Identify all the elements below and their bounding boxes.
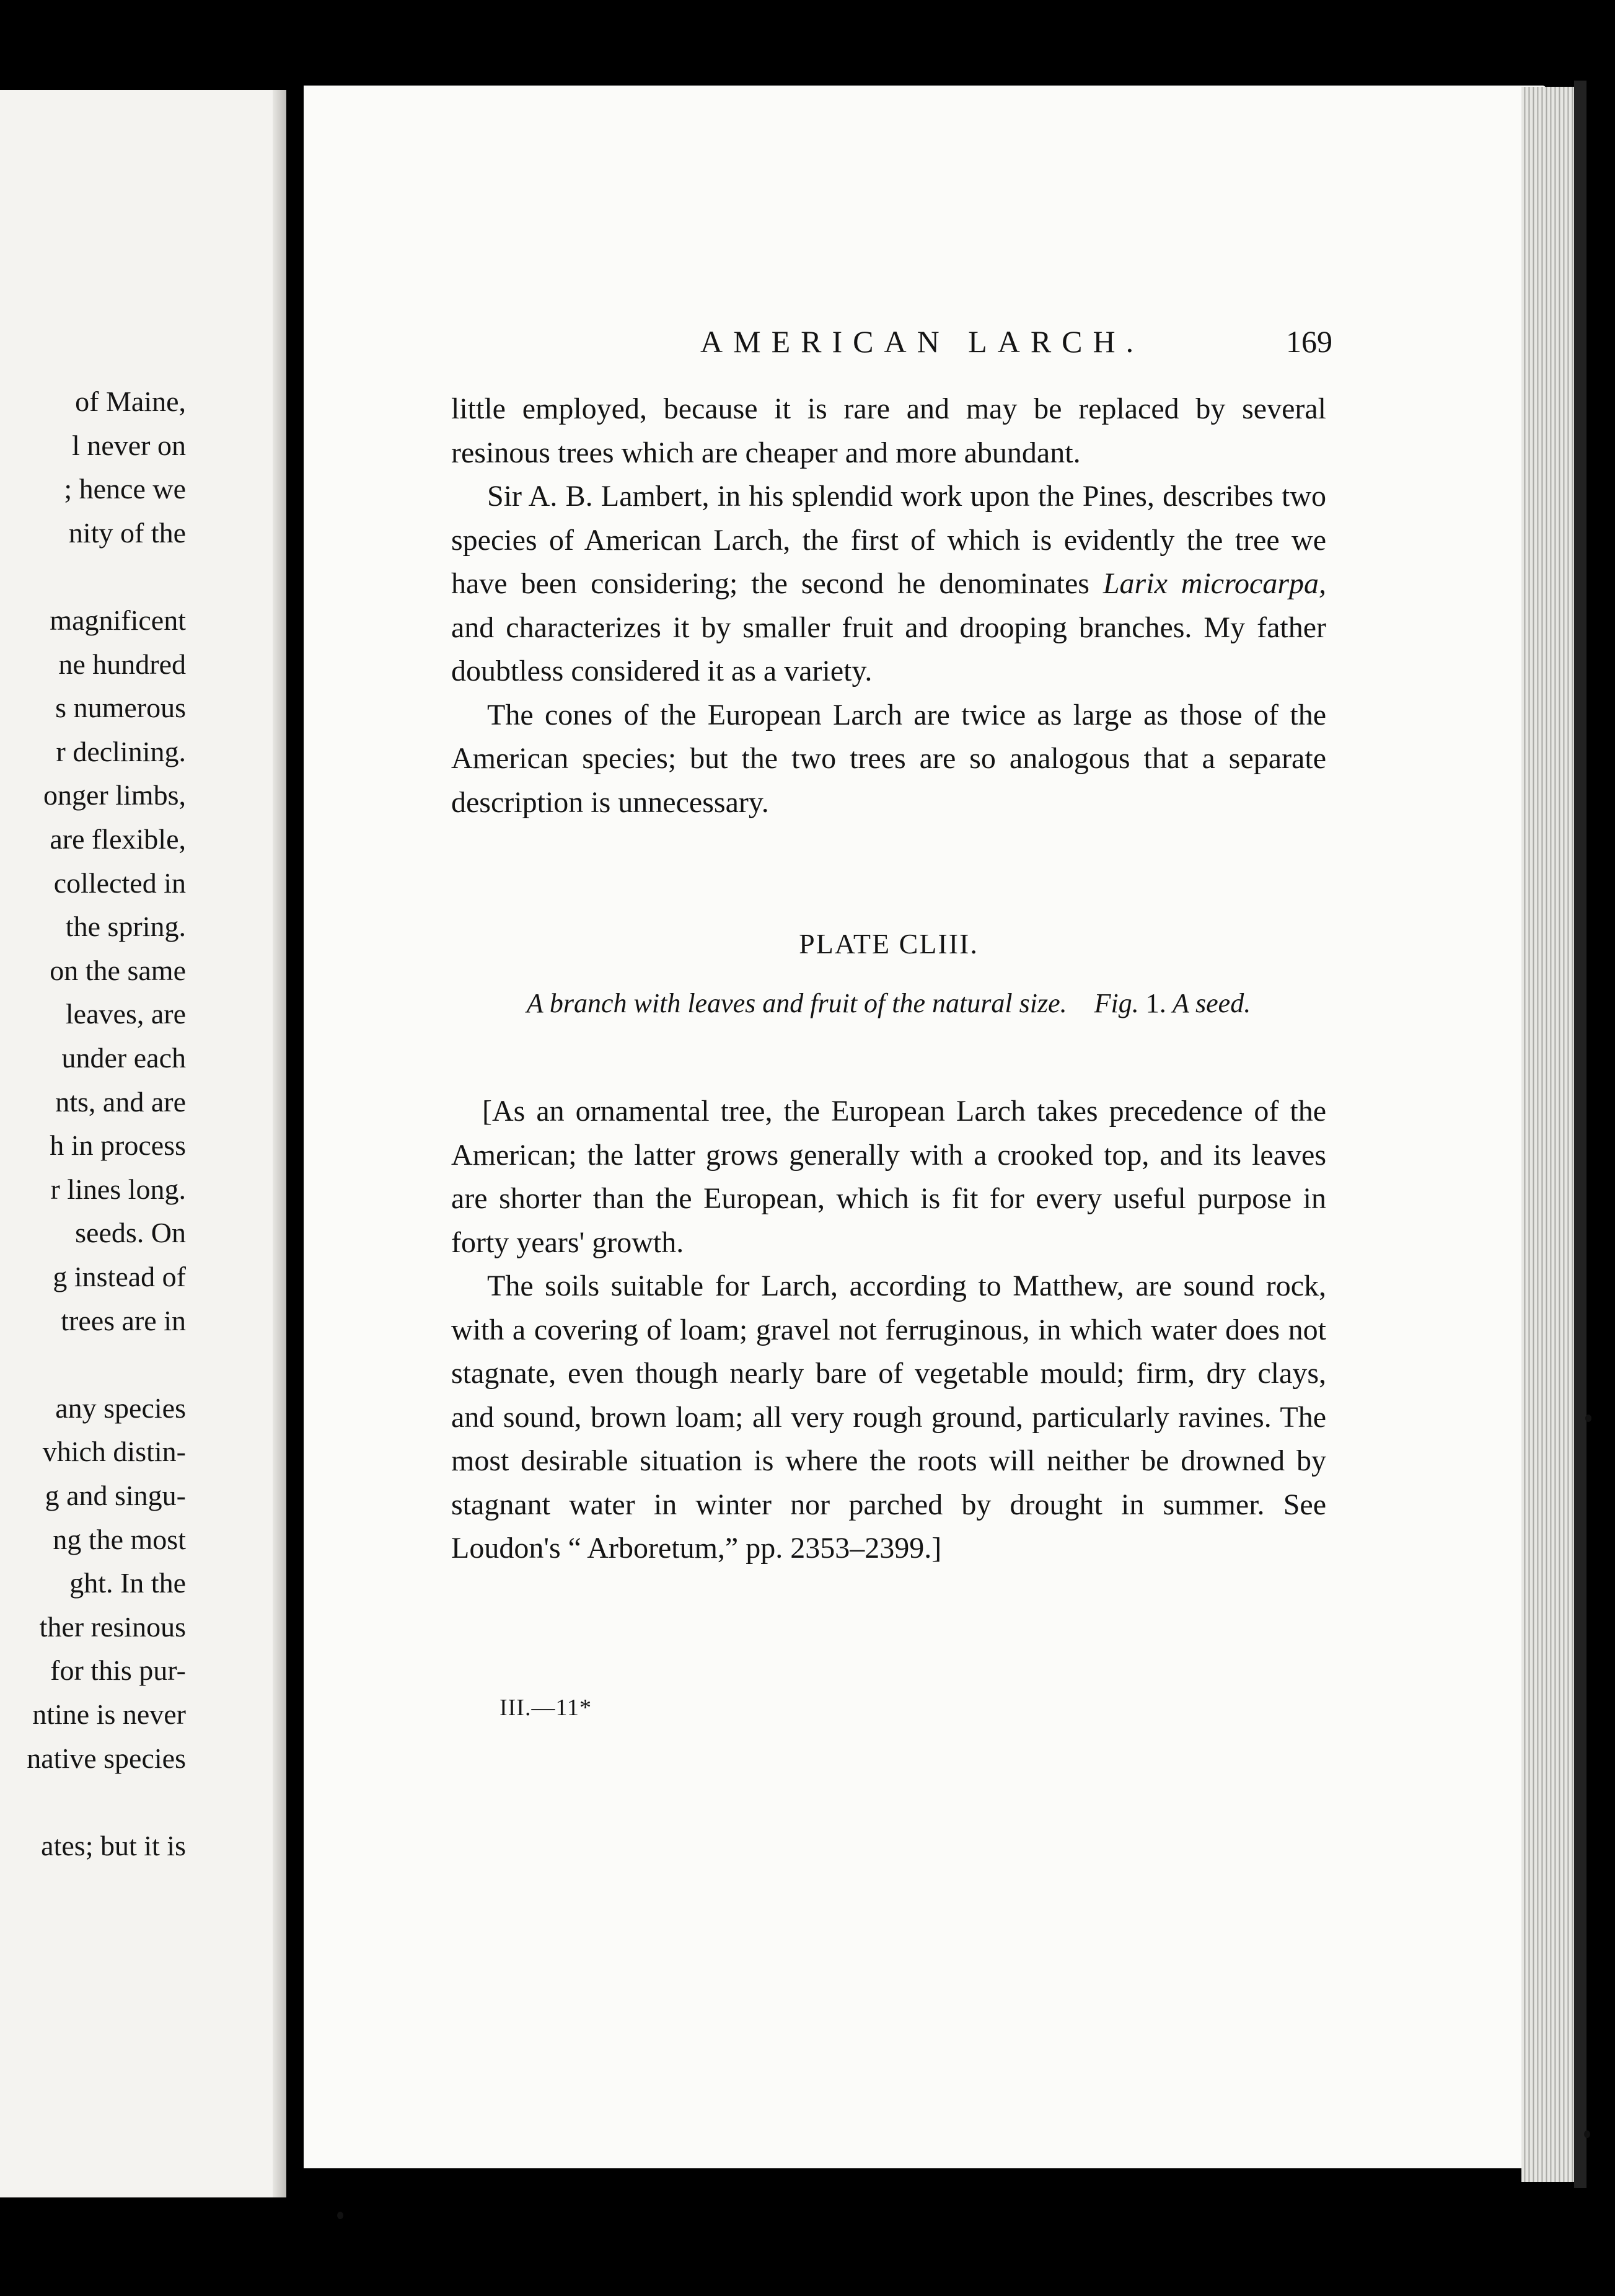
scan-speck (1584, 2130, 1590, 2138)
paragraph-cones: The cones of the European Larch are twice as large as those of the American species; but the two trees are so analogous that a separate description is unnecessary. (451, 698, 1326, 819)
left-page-line: r declining. (56, 735, 186, 767)
left-page-line: collected in (53, 867, 186, 899)
paragraph-text: and characterizes it by smaller fruit and drooping branches. My father doubtless considered it as a variety. (451, 611, 1326, 687)
figure-label: Fig. (1094, 988, 1139, 1018)
book-spine (286, 74, 304, 2219)
plate-caption (451, 987, 1326, 1019)
running-head-title: AMERICAN LARCH. (700, 324, 1145, 359)
left-page-line: h in process (50, 1129, 186, 1162)
left-page-line: native species (27, 1742, 186, 1774)
left-page-line: on the same (50, 954, 186, 986)
left-page-line: of Maine, (75, 386, 186, 417)
paragraph-continuation: little employed, because it is rare and may be replaced by several resinous trees which are cheaper and more abundant. (451, 392, 1326, 469)
left-page-line: ates; but it is (41, 1829, 186, 1861)
left-page-line: ther resinous (39, 1610, 186, 1643)
paragraph-text: Sir A. B. Lambert, in his splendid work upon the Pines, describes two species of American Larch, the first of which is evidently the tree we have been considering; the second he denominates (451, 480, 1326, 600)
species-name: Larix microcarpa, (1102, 567, 1326, 600)
left-page-line: seeds. On (75, 1217, 186, 1249)
left-page-line: magnificent (50, 604, 186, 636)
left-page-line: for this pur- (50, 1654, 186, 1687)
scan-speck (337, 2212, 343, 2219)
paragraph-lambert (451, 475, 1326, 694)
left-page-gutter (273, 90, 286, 2197)
left-page-line: g and singu- (45, 1480, 186, 1511)
main-text (451, 387, 1326, 824)
left-page-line: onger limbs, (43, 779, 186, 811)
left-page-line: s numerous (55, 692, 186, 724)
editor-notes (451, 1090, 1326, 1571)
signature-mark: III.—11* (499, 1695, 592, 1721)
left-page-line: ; hence we (64, 473, 186, 505)
figure-caption: A seed. (1172, 988, 1251, 1018)
plate-caption-text: A branch with leaves and fruit of the natural size. (526, 988, 1067, 1018)
page-edges (1521, 87, 1574, 2182)
note-ornamental: [As an ornamental tree, the European Larch takes precedence of the American; the latter grows generally with a crooked top, and its leaves are shorter than the European, which is fit for every useful purpose in forty years' growth. (451, 1095, 1326, 1259)
left-page-line: ght. In the (69, 1567, 186, 1599)
figure-number: 1. (1145, 988, 1166, 1018)
left-page-line: ng the most (53, 1523, 186, 1555)
left-page-line: nts, and are (55, 1085, 186, 1118)
left-page-line: under each (61, 1042, 186, 1074)
page-number: 169 (1286, 324, 1332, 359)
left-page-line: the spring. (65, 911, 186, 943)
left-page-line: leaves, are (65, 998, 186, 1030)
left-page-line: l never on (72, 429, 186, 461)
left-page-line: vhich distin- (42, 1436, 186, 1468)
left-page-line: nity of the (68, 516, 186, 549)
left-page-line: r lines long. (50, 1173, 186, 1205)
scan-speck (1585, 1415, 1591, 1422)
left-page-line: ne hundred (58, 648, 186, 680)
page-edge-shadow (1574, 81, 1586, 2188)
left-page-line: any species (55, 1392, 186, 1424)
note-soils: The soils suitable for Larch, according to Matthew, are sound rock, with a covering of loam; gravel not ferruginous, in which water does not stagnate, even though nearly bare of vegetable mould; firm, dry clays, and sound, brown loam; all very rough ground, particularly ravines. The most desirable situation is where the roots will neither be drowned by stagnant water in winter nor parched by drought in summer. See Loudon's “ Arboretum,” pp. 2353–2399.] (451, 1269, 1326, 1565)
left-page-line: trees are in (61, 1304, 186, 1336)
plate-title: PLATE CLIII. (799, 928, 979, 960)
left-page-line: ntine is never (32, 1698, 186, 1730)
left-page-line: g instead of (53, 1261, 186, 1292)
left-facing-page (0, 90, 286, 2197)
left-page-line: are flexible, (50, 823, 186, 855)
